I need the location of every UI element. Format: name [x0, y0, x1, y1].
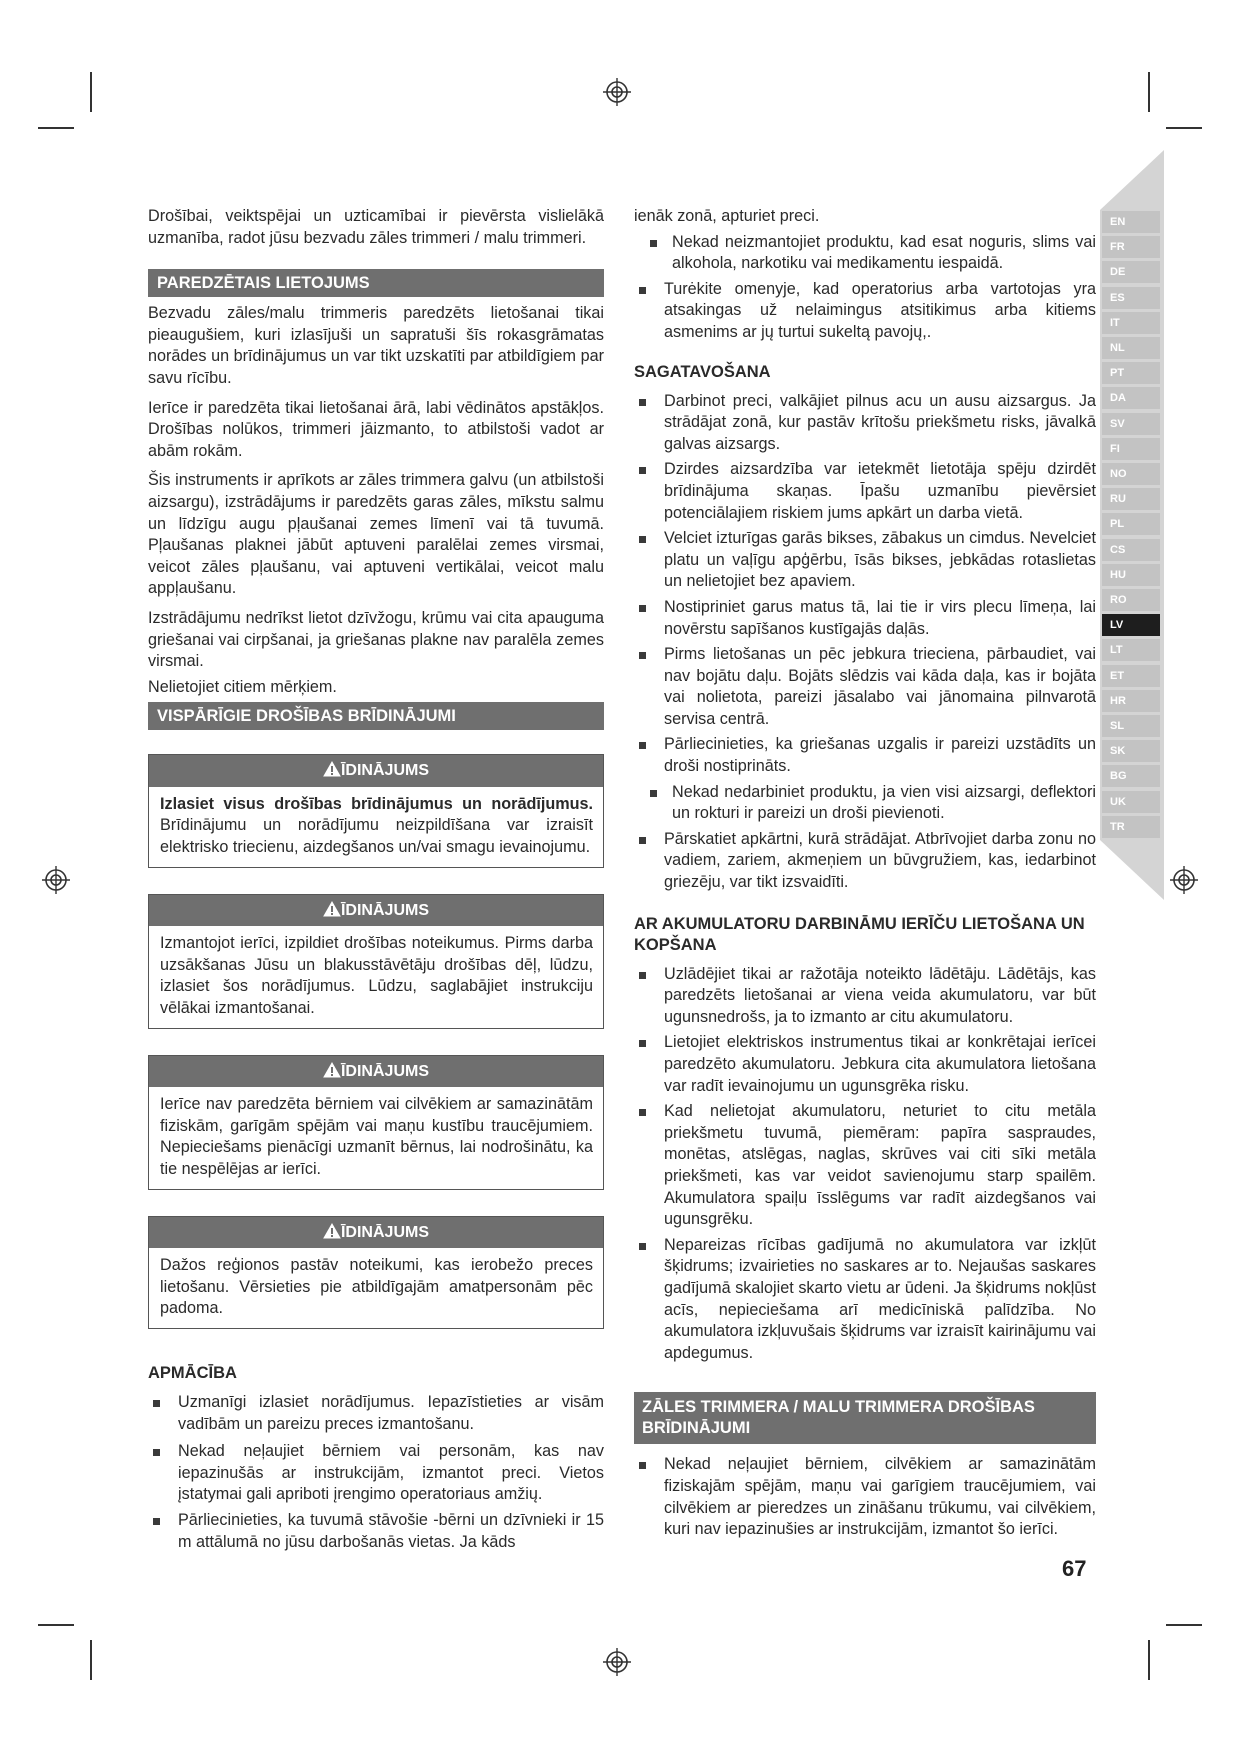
crop-mark — [1166, 1624, 1202, 1626]
warning-header: ĪDINĀJUMS — [149, 895, 603, 927]
section-title-intended-use: PAREDZĒTAIS LIETOJUMS — [148, 269, 604, 297]
list-item: Lietojiet elektriskos instrumentus tikai ar konkrētajai ierīcei paredzēto akumulatoru. Jebkura cita akumulatora lietošana var radīt ievainojumu un ugunsgrēka risku. — [634, 1032, 1096, 1097]
warning-header: ĪDINĀJUMS — [149, 1217, 603, 1249]
paragraph: Nelietojiet citiem mērķiem. — [148, 677, 337, 696]
crop-mark — [1148, 1640, 1150, 1680]
section-title-training: APMĀCĪBA — [148, 1363, 237, 1382]
paragraph: Šis instruments ir aprīkots ar zāles trimmera galvu (un atbilstoši aizsargu), izstrādājums ir paredzēts garas zāles, mīkstu salmu un līdzīgu augu pļaušanai zemes līmenī vai tā tuvumā. Pļaušanas plaknei jābūt aptuveni paralēlai zemes virsmai, veicot zāles pļaušanu, vai aptuveni vertikālai, veicot malu appļaušanu. — [148, 471, 604, 598]
warning-header: ĪDINĀJUMS — [149, 1056, 603, 1088]
language-tab-de: DE — [1102, 261, 1160, 283]
warning-box — [148, 1216, 604, 1329]
warning-box — [148, 754, 604, 867]
language-tab-it: IT — [1102, 312, 1160, 334]
list-item: Kad nelietojat akumulatoru, neturiet to citu metāla priekšmetu tuvumā, piemēram: papīra saspraudes, monētas, atslēgas, naglas, skrūves vai citi sīki metāla priekšmeti, kas var veidot savienojumu starp spailēm. Akumulatora spaiļu īsslēgums var radīt aizdegšanos vai ugunsgrēku. — [634, 1101, 1096, 1231]
language-tab-pt: PT — [1102, 362, 1160, 384]
paragraph: ienāk zonā, apturiet preci. — [634, 207, 820, 225]
list-item: Uzmanīgi izlasiet norādījumus. Iepazīstieties ar visām vadībām un pareizu preces izmantošanu. — [148, 1392, 604, 1435]
warning-body: Ierīce nav paredzēta bērniem vai cilvēkiem ar samazinātām fiziskām, garīgām spējām vai maņu kustību traucējumiem. Nepieciešams pienācīgi uzmanīt bērnus, lai nodrošinātu, ka tie nespēlējas ar ierīci. — [160, 1095, 593, 1178]
list-item: Nekad neļaujiet bērniem, cilvēkiem ar samazinātām fiziskajām spējām, maņu vai garīgiem traucējumiem, vai cilvēkiem ar pieredzes un zināšanu trūkumu, vai cilvēkiem, kuri nav iepazinušies ar instrukcijām, izmantot šo ierīci. — [634, 1454, 1096, 1540]
crop-mark — [1166, 127, 1202, 129]
warning-body: Dažos reģionos pastāv noteikumi, kas ierobežo preces lietošanu. Vērsieties pie atbildīgajām amatpersonām pēc padoma. — [160, 1256, 593, 1318]
list-item: Nepareizas rīcības gadījumā no akumulatora var izkļūt šķidrums; izvairieties no saskares ar to. Nejaušas saskares gadījumā skalojiet skarto vietu ar ūdeni. Ja šķidrums nokļūst acīs, nepieciešama arī medicīniskā palīdzība. No akumulatora izkļuvušais šķidrums var izraisīt kairinājumu vai apdegumus. — [634, 1235, 1096, 1365]
language-tab-da: DA — [1102, 387, 1160, 409]
language-tab-fi: FI — [1102, 438, 1160, 460]
language-tab-ro: RO — [1102, 589, 1160, 611]
list-item: Dzirdes aizsardzība var ietekmēt lietotāja spēju dzirdēt brīdinājuma skaņas. Īpašu uzmanību pievērsiet potenciālajiem riskiem jums apkārt un darba vietā. — [634, 459, 1096, 524]
language-tab-hu: HU — [1102, 564, 1160, 586]
language-tab-bg: BG — [1102, 765, 1160, 787]
section-title-battery-use: AR AKUMULATORU DARBINĀMU IERĪČU LIETOŠANA UN KOPŠANA — [634, 914, 1085, 954]
language-tab-tr: TR — [1102, 816, 1160, 838]
crop-mark — [1148, 72, 1150, 112]
language-tab-et: ET — [1102, 665, 1160, 687]
warning-icon — [323, 1223, 341, 1239]
page-number: 67 — [1062, 1556, 1087, 1581]
language-tab-en: EN — [1102, 211, 1160, 233]
list-item: Nekad nedarbiniet produktu, ja vien visi aizsargi, deflektori un rokturi ir pareizi un droši pievienoti. — [634, 782, 1096, 825]
registration-mark-icon — [42, 866, 70, 894]
registration-mark-icon — [1170, 866, 1198, 894]
crop-mark — [38, 1624, 74, 1626]
warning-body: Izlasiet visus drošības brīdinājumus un norādījumus. Brīdinājumu un norādījumu neizpildīšana var izraisīt elektrisko triecienu, aizdegšanos un/vai smagu ievainojumu. — [160, 794, 593, 857]
list-item: Darbinot preci, valkājiet pilnus acu un ausu aizsargus. Ja strādājat zonā, kur pastāv krītošu priekšmetu risks, jāvalkā galvas aizsargs. — [634, 391, 1096, 456]
language-tab-hr: HR — [1102, 690, 1160, 712]
list-item: Nekad neļaujiet bērniem vai personām, kas nav iepazinušās ar instrukcijām, izmantot preci. Vietos įstatymai gali apriboti įrengimo operatoriaus amžių. — [148, 1441, 604, 1506]
list-item: Pārliecinieties, ka griešanas uzgalis ir pareizi uzstādīts un droši nostiprināts. — [634, 734, 1096, 777]
list-item: Pārskatiet apkārtni, kurā strādājat. Atbrīvojiet darba zonu no vadiem, zariem, akmeņiem un būvgružiem, kas, iedarbinot griezēju, var tikt izsvaidīti. — [634, 829, 1096, 894]
language-tab-es: ES — [1102, 287, 1160, 309]
language-tab-sl: SL — [1102, 715, 1160, 737]
language-tab-sv: SV — [1102, 413, 1160, 435]
list-item: Nekad neizmantojiet produktu, kad esat noguris, slims vai alkohola, narkotiku vai medikamentu iespaidā. — [634, 232, 1096, 275]
crop-mark — [90, 72, 92, 112]
section-title-general-safety: VISPĀRĪGIE DROŠĪBAS BRĪDINĀJUMI — [148, 702, 604, 730]
left-column — [148, 206, 604, 1557]
language-tab-sk: SK — [1102, 740, 1160, 762]
section-title-preparation: SAGATAVOŠANA — [634, 362, 771, 381]
language-tab-pl: PL — [1102, 513, 1160, 535]
list-item: Turėkite omenyje, kad operatorius arba vartotojas yra atsakingas už nelaimingus atsitikimus arba kitiems asmenims ar jų turtui sukeltą pavojų,. — [634, 279, 1096, 344]
list-item: Uzlādējiet tikai ar ražotāja noteikto lādētāju. Lādētājs, kas paredzēts lietošanai ar viena veida akumulatoru, var būt ugunsnedrošs, ja to izmanto ar citu akumulatoru. — [634, 964, 1096, 1029]
warning-icon — [323, 901, 341, 917]
crop-mark — [38, 127, 74, 129]
registration-mark-icon — [603, 1648, 631, 1676]
warning-body: Izmantojot ierīci, izpildiet drošības noteikumus. Pirms darba uzsākšanas Jūsu un blakusstāvētāju drošības dēļ, lūdzu, izlasiet šos norādījumus. Lūdzu, saglabājiet instrukciju vēlākai izmantošanai. — [160, 934, 593, 1018]
language-tab-fr: FR — [1102, 236, 1160, 258]
language-tab-no: NO — [1102, 463, 1160, 485]
language-tab-nl: NL — [1102, 337, 1160, 359]
registration-mark-icon — [603, 78, 631, 106]
paragraph: Ierīce ir paredzēta tikai lietošanai ārā, labi vēdinātos apstākļos. Drošības nolūkos, trimmeri jāizmanto, to atbilstoši vadot ar abām rokām. — [148, 398, 604, 460]
language-tab-lt: LT — [1102, 639, 1160, 661]
language-tab-cs: CS — [1102, 539, 1160, 561]
warning-header: ĪDINĀJUMS — [149, 755, 603, 787]
list-item: Velciet izturīgas garās bikses, zābakus un cimdus. Nevelciet platu un vaļīgu apģērbu, īsās bikses, jebkādas rotaslietas un nelietojiet bez apaviem. — [634, 528, 1096, 593]
warning-box — [148, 1055, 604, 1190]
language-tab-ru: RU — [1102, 488, 1160, 510]
paragraph: Izstrādājumu nedrīkst lietot dzīvžogu, krūmu vai cita apauguma griešanai vai cirpšanai, ja griešanas plakne nav paralēla zemes virsmai. — [148, 608, 604, 671]
list-item: Pārliecinieties, ka tuvumā stāvošie -bērni un dzīvnieki ir 15 m attālumā no jūsu darbošanās vietas. Ja kāds — [148, 1510, 604, 1553]
warning-bold: Izlasiet visus drošības brīdinājumus un norādījumus. — [160, 794, 593, 813]
warning-box — [148, 894, 604, 1029]
list-item: Nostipriniet garus matus tā, lai tie ir virs plecu līmeņa, lai novērstu sapīšanos kustīgajās daļās. — [634, 597, 1096, 640]
language-tab-lv: LV — [1102, 614, 1160, 636]
section-title-trimmer-safety: ZĀLES TRIMMERA / MALU TRIMMERA DROŠĪBAS BRĪDINĀJUMI — [634, 1392, 1096, 1444]
right-column — [634, 206, 1096, 1545]
list-item: Pirms lietošanas un pēc jebkura trieciena, pārbaudiet, vai nav bojātu daļu. Bojāts slēdzis vai kāda daļa, kas ir bojāta vai nolietota, pareizi jāsalabo vai jānomaina pilnvarotā servisa centrā. — [634, 644, 1096, 730]
warning-icon — [323, 1062, 341, 1078]
intro-paragraph: Drošībai, veiktspējai un uzticamībai ir pievērsta vislielākā uzmanība, radot jūsu bezvadu zāles trimmeri / malu trimmeri. — [148, 207, 604, 247]
crop-mark — [90, 1640, 92, 1680]
warning-icon — [323, 761, 341, 777]
paragraph: Bezvadu zāles/malu trimmeris paredzēts lietošanai tikai pieaugušiem, kuri izlasījuši un sapratuši šīs rokasgrāmatas norādes un brīdinājumus un var tikt uzskatīti par atbildīgiem par savu rīcību. — [148, 304, 604, 387]
language-tab-uk: UK — [1102, 791, 1160, 813]
